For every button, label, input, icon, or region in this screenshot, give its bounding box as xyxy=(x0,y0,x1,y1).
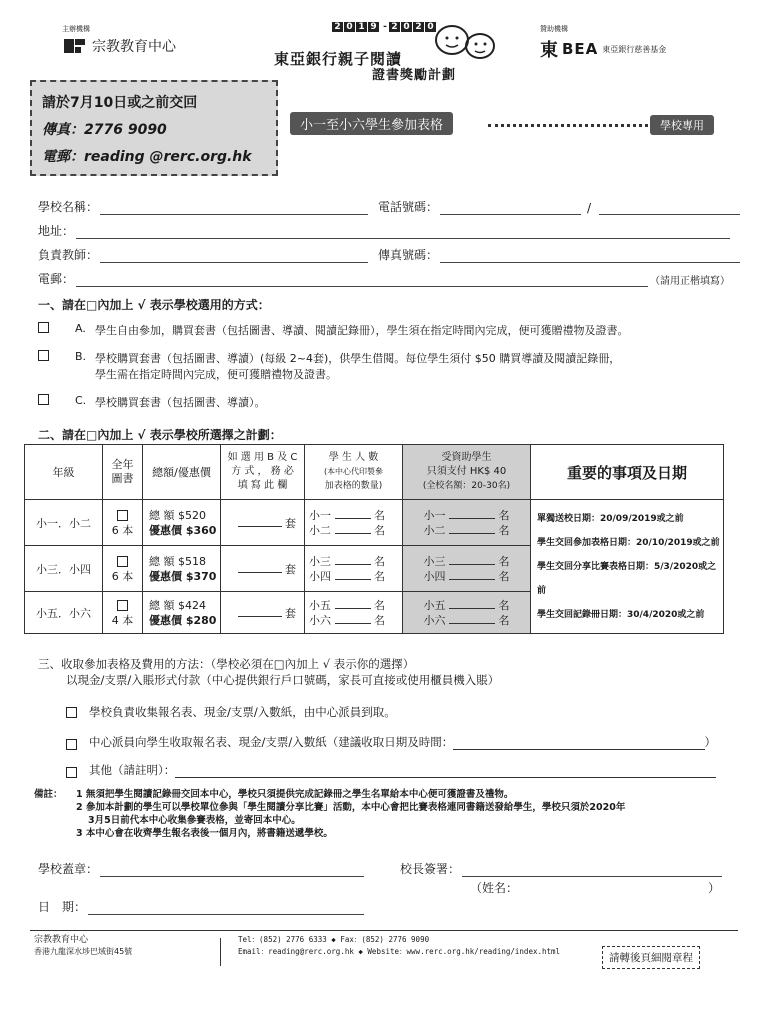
row1-subsidy[interactable]: 小一 名 小二 名 xyxy=(403,500,531,546)
row3-sets[interactable]: 套 xyxy=(221,592,305,634)
footer-contact: Tel：(852) 2776 6333 ◆ Fax：(852) 2776 9090 Email：reading@rerc.org.hk ◆ Website：www.rerc.org.hk/reading/index.html xyxy=(238,935,561,956)
other-method-input[interactable] xyxy=(175,766,716,778)
phone-separator: / xyxy=(586,201,592,215)
turn-over-notice: 請轉後頁細閱章程 xyxy=(602,946,700,969)
deadline-text: 請於7月10日或之前交回 xyxy=(42,95,198,111)
table-row: 小五．小六 4 本 總 額 $424 優惠價 $280 套 小五 名 小六 名 小五 名 小六 名 xyxy=(25,592,724,634)
fax-label: 傳真號碼： xyxy=(378,248,439,262)
school-use-badge: 學校專用 xyxy=(650,115,714,135)
section3-subtitle: 以現金/支票/入賬形式付款（中心提供銀行戶口號碼，家長可直接或使用櫃員機入賬） xyxy=(66,673,500,687)
collect-option-2-checkbox[interactable] xyxy=(66,739,77,750)
organizer-label: 主辦機構 xyxy=(62,25,90,33)
deadline-email: 電郵：reading @rerc.org.hk xyxy=(42,149,252,165)
row1-sets[interactable]: 套 xyxy=(221,500,305,546)
notes: 1 無須把學生閱讀記錄冊交回本中心，學校只須提供完成記錄冊之學生名單給本中心便可獲證書及禮物。 2 參加本計劃的學生可以學校單位參與「學生閱讀分享比賽」活動，本中心會把比賽表格連同書籍送發給學生，學校只須於2020年 3月5日前代本中心收集參賽表格，並寄回本中心。 3 本中心會在收齊學生報名表後一個月內，將書籍送遞學校。 xyxy=(76,789,626,839)
school-name-field[interactable] xyxy=(38,198,368,215)
organizer-block xyxy=(62,24,176,56)
school-name-label: 學校名稱： xyxy=(38,200,99,214)
collect-option-3-checkbox[interactable] xyxy=(66,767,77,778)
organizer-name: 宗教教育中心 xyxy=(92,39,176,55)
organizer-logo-icon xyxy=(62,37,88,55)
section3-title: 三、收取參加表格及費用的方法：（學校必須在□內加上 √ 表示你的選擇） xyxy=(38,657,415,671)
section1-options: A. 學生自由參加，購買套書（包括圖書、導讀、閱讀記錄冊），學生須在指定時間內完成，便可獲贈禮物及證書。 B. 學校購買套書（包括圖書、導讀）(每級 2~4套)，供學生借閱。每位學生須付 $50 購買導讀及閱讀記錄冊， 學生需在指定時間內完成，便可獲贈禮物及證書。 C. 學校購買套書（包括圖書、導讀）。 xyxy=(38,322,738,410)
option-b-checkbox[interactable] xyxy=(38,350,49,361)
footer-separator xyxy=(220,938,221,966)
dotted-leader xyxy=(488,124,648,127)
fax-field[interactable] xyxy=(378,246,740,263)
row3-students[interactable]: 小五 名 小六 名 xyxy=(305,592,403,634)
row1-students[interactable]: 小一 名 小二 名 xyxy=(305,500,403,546)
deadline-fax: 傳真：2776 9090 xyxy=(42,122,167,138)
email-hint: （請用正楷填寫） xyxy=(650,276,730,287)
parent-child-icon xyxy=(430,24,500,64)
bea-emblem-icon: 東 xyxy=(540,40,558,61)
sponsor-label: 贊助機構 xyxy=(540,25,568,33)
option-b: B. 學校購買套書（包括圖書、導讀）(每級 2~4套)，供學生借閱。每位學生須付 $50 購買導讀及閱讀記錄冊， xyxy=(38,350,738,366)
year-badges: 2 0 1 9 - 2 0 2 0 xyxy=(332,22,436,32)
notes-label: 備註： xyxy=(34,789,63,800)
teacher-label: 負責教師： xyxy=(38,248,99,262)
teacher-field[interactable] xyxy=(38,246,368,263)
phone-field[interactable] xyxy=(378,198,740,215)
row2-sets[interactable]: 套 xyxy=(221,546,305,592)
sponsor-name: 東亞銀行慈善基金 xyxy=(602,44,667,54)
row2-subsidy[interactable]: 小三 名 小四 名 xyxy=(403,546,531,592)
table-row: 小三．小四 6 本 總 額 $518 優惠價 $370 套 小三 名 小四 名 小三 名 小四 名 xyxy=(25,546,724,592)
row2-students[interactable]: 小三 名 小四 名 xyxy=(305,546,403,592)
collect-option-3: 其他（請註明）： xyxy=(66,762,716,778)
section2-title: 二、請在□內加上 √ 表示學校所選擇之計劃： xyxy=(38,428,282,442)
deadline-box xyxy=(30,80,278,176)
phone-label: 電話號碼： xyxy=(378,200,439,214)
collect-option-1: 學校負責收集報名表、現金/支票/入數紙，由中心派員到取。 xyxy=(66,704,716,720)
table-row: 小一．小二 6 本 總 額 $520 優惠價 $360 套 小一 名 小二 名 小一 名 小二 名 單獨送校日期：20/09/2019或之前 學生交回參加表格日期：20/10/2019或之前 學生交回分享比賽表格日期：5/3/2020或之前 學生交回記錄冊日期：30/4/2020或之前 xyxy=(25,500,724,546)
title-line1: 東亞銀行親子閱讀 xyxy=(274,50,403,68)
date-field[interactable] xyxy=(38,898,364,915)
option-c-checkbox[interactable] xyxy=(38,394,49,405)
principal-signature-field[interactable] xyxy=(400,860,722,877)
option-c: C. 學校購買套書（包括圖書、導讀）。 xyxy=(38,394,738,410)
collect-time-input[interactable] xyxy=(453,738,704,750)
collect-option-1-checkbox[interactable] xyxy=(66,707,77,718)
collect-option-2: 中心派員向學生收取報名表、現金/支票/入數紙（建議收取日期及時間： ） xyxy=(66,734,716,750)
address-field[interactable] xyxy=(38,222,730,239)
row3-subsidy[interactable]: 小五 名 小六 名 xyxy=(403,592,531,634)
section1-title: 一、請在□內加上 √ 表示學校選用的方式： xyxy=(38,298,270,312)
plan-table xyxy=(24,444,724,634)
row1-checkbox[interactable] xyxy=(117,510,128,521)
important-dates: 單獨送校日期：20/09/2019或之前 學生交回參加表格日期：20/10/2019或之前 學生交回分享比賽表格日期：5/3/2020或之前 學生交回記錄冊日期：30/4/2020或之前 xyxy=(531,500,724,634)
sponsor-logo-text: BEA xyxy=(562,40,599,58)
email-label: 電郵： xyxy=(38,272,75,286)
address-label: 地址： xyxy=(38,224,75,238)
section3-options xyxy=(66,704,716,778)
row2-checkbox[interactable] xyxy=(117,556,128,567)
program-title xyxy=(270,22,500,84)
stamp-label: 學校蓋章： xyxy=(38,862,99,876)
principal-name-field[interactable]: （姓名： ） xyxy=(470,881,720,895)
option-a: A. 學生自由參加，購買套書（包括圖書、導讀、閱讀記錄冊），學生須在指定時間內完成，便可獲贈禮物及證書。 xyxy=(38,322,738,338)
form-label: 小一至小六學生參加表格 xyxy=(290,112,453,135)
school-stamp-field[interactable] xyxy=(38,860,364,877)
sponsor-block xyxy=(540,24,666,62)
row3-checkbox[interactable] xyxy=(117,600,128,611)
title-line2: 證書獎勵計劃 xyxy=(372,68,457,83)
principal-label: 校長簽署： xyxy=(400,862,461,876)
date-label: 日 期： xyxy=(38,900,87,914)
important-dates-header: 重要的事項及日期 xyxy=(531,445,724,500)
table-header-row: 年級 全年 圖書 總額/優惠價 如 選 用 B 及 C 方 式 ， 務 必 填 寫 此 欄 學 生 人 數 (本中心代印製參 加表格的數量) 受資助學生 只須支付 HK$ 40 (全校名額：20-30名) 重要的事項及日期 xyxy=(25,445,724,500)
footer-divider xyxy=(30,930,738,931)
option-a-checkbox[interactable] xyxy=(38,322,49,333)
email-field[interactable] xyxy=(38,270,730,287)
footer-org: 宗教教育中心 香港九龍深水埗巴域街45號 xyxy=(34,935,133,956)
